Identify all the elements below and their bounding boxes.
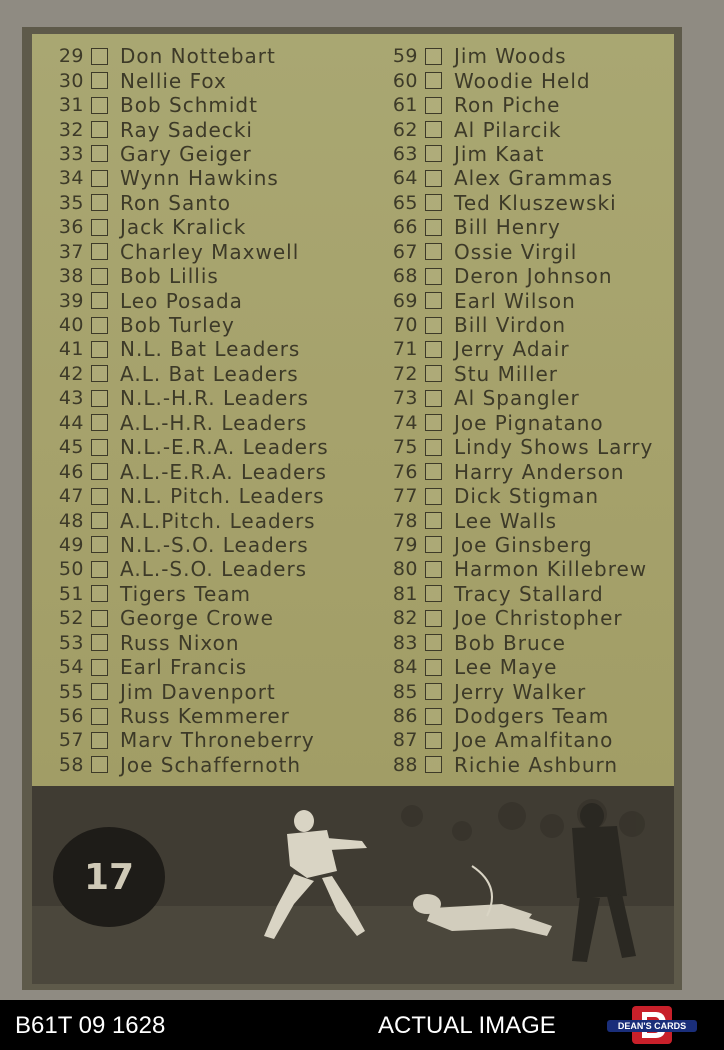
checklist-row (50, 191, 329, 215)
player-name: Russ Kemmerer (120, 704, 290, 729)
checkbox[interactable] (91, 610, 108, 627)
card-num: 38 (58, 265, 84, 288)
player-name: Joe Christopher (454, 606, 623, 631)
card-num: 81 (392, 582, 418, 605)
card-num: 64 (392, 167, 418, 190)
player-name: Don Nottebart (120, 44, 276, 69)
player-name: Tracy Stallard (454, 581, 604, 606)
checklist-row (50, 411, 329, 435)
right-column (384, 44, 653, 777)
checkbox[interactable] (91, 536, 108, 553)
checkbox[interactable] (91, 756, 108, 773)
card-num: 83 (392, 631, 418, 654)
card-num: 74 (392, 411, 418, 434)
checklist-row (384, 362, 653, 386)
checklist-row (50, 508, 329, 532)
checkbox[interactable] (425, 268, 442, 285)
card-num: 29 (58, 45, 84, 68)
card-num: 48 (58, 509, 84, 532)
player-name: Bill Virdon (454, 313, 567, 338)
player-name: Al Pilarcik (454, 117, 562, 142)
card-num: 31 (58, 94, 84, 117)
player-name: Marv Throneberry (120, 728, 315, 753)
player-name: Gary Geiger (120, 141, 252, 166)
checklist-row (384, 142, 653, 166)
player-name: Ossie Virgil (454, 239, 578, 264)
checklist-row (384, 117, 653, 141)
card-num: 35 (58, 191, 84, 214)
checklist-row (50, 93, 329, 117)
player-name: A.L.-E.R.A. Leaders (120, 459, 327, 484)
card-num: 85 (392, 680, 418, 703)
checklist-row (50, 313, 329, 337)
card-num: 30 (58, 69, 84, 92)
checkbox[interactable] (425, 121, 442, 138)
player-name: Lee Maye (454, 655, 558, 680)
checkbox[interactable] (425, 463, 442, 480)
player-name: Ron Piche (454, 93, 561, 118)
checkbox[interactable] (425, 72, 442, 89)
player-name: Bob Lillis (120, 264, 219, 289)
card-num: 46 (58, 460, 84, 483)
player-name: N.L.-E.R.A. Leaders (120, 435, 329, 460)
checkbox[interactable] (91, 659, 108, 676)
checkbox[interactable] (91, 463, 108, 480)
checkbox[interactable] (91, 219, 108, 236)
card-num: 67 (392, 240, 418, 263)
checkbox[interactable] (91, 97, 108, 114)
player-name: George Crowe (120, 606, 274, 631)
player-name: Earl Francis (120, 655, 248, 680)
checkbox[interactable] (425, 683, 442, 700)
checklist-row (384, 386, 653, 410)
card-num: 57 (58, 729, 84, 752)
checklist-row (50, 679, 329, 703)
player-name: Wynn Hawkins (120, 166, 279, 191)
checklist-row (384, 313, 653, 337)
player-name: N.L.-H.R. Leaders (120, 386, 309, 411)
checkbox[interactable] (91, 317, 108, 334)
card-num: 61 (392, 94, 418, 117)
checklist-row (50, 117, 329, 141)
checklist-row (50, 337, 329, 361)
card-num: 41 (58, 338, 84, 361)
player-name: Bob Turley (120, 313, 235, 338)
checklist-row (384, 704, 653, 728)
player-name: Lee Walls (454, 508, 558, 533)
player-name: Joe Pignatano (454, 410, 604, 435)
card-num: 75 (392, 436, 418, 459)
checklist-row (384, 68, 653, 92)
checkbox[interactable] (91, 488, 108, 505)
checkbox[interactable] (91, 292, 108, 309)
checklist-row (50, 435, 329, 459)
player-name: N.L. Pitch. Leaders (120, 484, 325, 509)
card-num: 59 (392, 45, 418, 68)
card-num: 44 (58, 411, 84, 434)
card-num: 40 (58, 314, 84, 337)
checkbox[interactable] (91, 145, 108, 162)
player-name: Ted Kluszewski (454, 190, 617, 215)
card-num: 54 (58, 656, 84, 679)
checkbox[interactable] (425, 708, 442, 725)
checklist-row (50, 704, 329, 728)
checkbox[interactable] (91, 72, 108, 89)
checkbox[interactable] (425, 561, 442, 578)
card-num: 70 (392, 314, 418, 337)
checklist-row (50, 215, 329, 239)
checkbox[interactable] (425, 536, 442, 553)
card-num: 50 (58, 558, 84, 581)
checkbox[interactable] (91, 732, 108, 749)
checklist-row (50, 166, 329, 190)
card-num: 52 (58, 607, 84, 630)
checklist-row (384, 753, 653, 777)
checkbox[interactable] (425, 170, 442, 187)
player-name: Earl Wilson (454, 288, 576, 313)
checklist-row (50, 582, 329, 606)
checkbox[interactable] (425, 145, 442, 162)
player-name: N.L. Bat Leaders (120, 337, 301, 362)
checkbox[interactable] (425, 365, 442, 382)
card-num: 60 (392, 69, 418, 92)
checklist-row (384, 93, 653, 117)
player-name: Deron Johnson (454, 264, 613, 289)
player-name: Bob Schmidt (120, 93, 258, 118)
card-num: 80 (392, 558, 418, 581)
checkbox[interactable] (91, 121, 108, 138)
checkbox[interactable] (91, 341, 108, 358)
checklist-row (50, 728, 329, 752)
checklist-row (50, 655, 329, 679)
card-num: 53 (58, 631, 84, 654)
card-num: 87 (392, 729, 418, 752)
player-name: Al Spangler (454, 386, 580, 411)
checkbox[interactable] (425, 659, 442, 676)
checklist-row (50, 288, 329, 312)
checklist-row (384, 606, 653, 630)
checklist-row (50, 753, 329, 777)
player-name: A.L. Bat Leaders (120, 361, 299, 386)
card-num: 56 (58, 705, 84, 728)
checklist-row (50, 68, 329, 92)
card-num: 66 (392, 216, 418, 239)
player-name: Jim Woods (454, 44, 567, 69)
card-num: 37 (58, 240, 84, 263)
player-name: N.L.-S.O. Leaders (120, 532, 309, 557)
checkbox[interactable] (425, 97, 442, 114)
checkbox[interactable] (425, 585, 442, 602)
checkbox[interactable] (91, 243, 108, 260)
card-num: 84 (392, 656, 418, 679)
card-num: 77 (392, 485, 418, 508)
checklist-row (50, 557, 329, 581)
checklist-row (384, 411, 653, 435)
player-name: A.L.Pitch. Leaders (120, 508, 316, 533)
checkbox[interactable] (425, 439, 442, 456)
player-name: Jim Kaat (454, 141, 545, 166)
checkbox[interactable] (425, 414, 442, 431)
player-name: Jerry Adair (454, 337, 570, 362)
card-num: 86 (392, 705, 418, 728)
checkbox[interactable] (91, 439, 108, 456)
checklist-row (384, 728, 653, 752)
checkbox[interactable] (91, 634, 108, 651)
checkbox[interactable] (425, 194, 442, 211)
checkbox[interactable] (425, 512, 442, 529)
checkbox[interactable] (425, 48, 442, 65)
checkbox[interactable] (91, 512, 108, 529)
checkbox[interactable] (91, 561, 108, 578)
player-name: Nellie Fox (120, 68, 227, 93)
card-number-badge (53, 827, 165, 927)
player-name: Stu Miller (454, 361, 559, 386)
player-name: Joe Schaffernoth (120, 752, 302, 777)
player-name: Jack Kralick (120, 215, 247, 240)
player-name: Jerry Walker (454, 679, 587, 704)
checklist-row (384, 631, 653, 655)
player-name: Bob Bruce (454, 630, 566, 655)
checklist-row (384, 215, 653, 239)
player-name: Charley Maxwell (120, 239, 300, 264)
checkbox[interactable] (425, 756, 442, 773)
checklist-row (384, 264, 653, 288)
checklist-row (384, 240, 653, 264)
card-num: 39 (58, 289, 84, 312)
card-num: 34 (58, 167, 84, 190)
checkbox[interactable] (91, 414, 108, 431)
checkbox[interactable] (91, 194, 108, 211)
card-num: 32 (58, 118, 84, 141)
card-num: 36 (58, 216, 84, 239)
card-num: 47 (58, 485, 84, 508)
checklist-row (384, 288, 653, 312)
checkbox[interactable] (425, 610, 442, 627)
checklist-row (50, 362, 329, 386)
player-name: Dick Stigman (454, 484, 600, 509)
checkbox[interactable] (425, 317, 442, 334)
checkbox[interactable] (425, 488, 442, 505)
logo-text: DEAN'S CARDS (607, 1020, 697, 1032)
checklist-row (384, 337, 653, 361)
card-num: 76 (392, 460, 418, 483)
checkbox[interactable] (425, 341, 442, 358)
card-num: 55 (58, 680, 84, 703)
player-name: Alex Grammas (454, 166, 614, 191)
player-name: Joe Ginsberg (454, 532, 593, 557)
card-num: 71 (392, 338, 418, 361)
player-name: Woodie Held (454, 68, 591, 93)
checklist-row (384, 508, 653, 532)
card-num: 43 (58, 387, 84, 410)
card-num: 78 (392, 509, 418, 532)
checkbox[interactable] (425, 634, 442, 651)
checklist-row (384, 557, 653, 581)
card-num: 65 (392, 191, 418, 214)
card-num: 68 (392, 265, 418, 288)
checklist-row (384, 435, 653, 459)
card-num: 62 (392, 118, 418, 141)
checklist-row (384, 679, 653, 703)
player-name: Dodgers Team (454, 704, 610, 729)
card-num: 69 (392, 289, 418, 312)
player-name: Lindy Shows Larry (454, 435, 654, 460)
left-column (50, 44, 329, 777)
card-num: 42 (58, 362, 84, 385)
player-name: Richie Ashburn (454, 752, 619, 777)
checkbox[interactable] (91, 585, 108, 602)
checklist-row (50, 484, 329, 508)
card-num: 49 (58, 533, 84, 556)
checkbox[interactable] (425, 390, 442, 407)
checkbox[interactable] (91, 268, 108, 285)
card-num: 33 (58, 142, 84, 165)
player-name: Jim Davenport (120, 679, 276, 704)
checklist-row (384, 582, 653, 606)
checklist-row (50, 533, 329, 557)
checkbox[interactable] (425, 243, 442, 260)
checkbox[interactable] (91, 48, 108, 65)
card-num: 88 (392, 753, 418, 776)
checkbox[interactable] (91, 170, 108, 187)
checkbox[interactable] (91, 683, 108, 700)
checkbox[interactable] (425, 219, 442, 236)
checkbox[interactable] (425, 732, 442, 749)
player-name: A.L.-S.O. Leaders (120, 557, 308, 582)
checklist-row (50, 240, 329, 264)
checklist-row (50, 459, 329, 483)
player-name: Ron Santo (120, 190, 231, 215)
player-name: Bill Henry (454, 215, 561, 240)
card-num: 72 (392, 362, 418, 385)
checkbox[interactable] (91, 708, 108, 725)
checklist-row (384, 44, 653, 68)
card-num: 73 (392, 387, 418, 410)
checklist-row (384, 166, 653, 190)
checklist-row (50, 631, 329, 655)
card-num: 63 (392, 142, 418, 165)
checklist-row (50, 606, 329, 630)
player-name: Ray Sadecki (120, 117, 253, 142)
player-name: Harry Anderson (454, 459, 625, 484)
checklist-row (50, 44, 329, 68)
card-number: 17 (83, 856, 135, 898)
card-num: 45 (58, 436, 84, 459)
player-name: Joe Amalfitano (454, 728, 614, 753)
checklist-row (50, 142, 329, 166)
checklist-row (384, 191, 653, 215)
card-num: 79 (392, 533, 418, 556)
card-num: 51 (58, 582, 84, 605)
checkbox[interactable] (91, 390, 108, 407)
checkbox[interactable] (425, 292, 442, 309)
checklist-row (384, 655, 653, 679)
actual-image-label: ACTUAL IMAGE (378, 1012, 556, 1039)
player-name: Harmon Killebrew (454, 557, 648, 582)
player-name: Russ Nixon (120, 630, 240, 655)
player-name: A.L.-H.R. Leaders (120, 410, 308, 435)
checklist-row (384, 459, 653, 483)
card-num: 82 (392, 607, 418, 630)
player-name: Tigers Team (120, 581, 252, 606)
checklist-row (384, 484, 653, 508)
inventory-id: B61T 09 1628 (15, 1012, 166, 1039)
checklist-row (384, 533, 653, 557)
card-num: 58 (58, 753, 84, 776)
checklist-row (50, 386, 329, 410)
checkbox[interactable] (91, 365, 108, 382)
player-name: Leo Posada (120, 288, 243, 313)
checklist-row (50, 264, 329, 288)
